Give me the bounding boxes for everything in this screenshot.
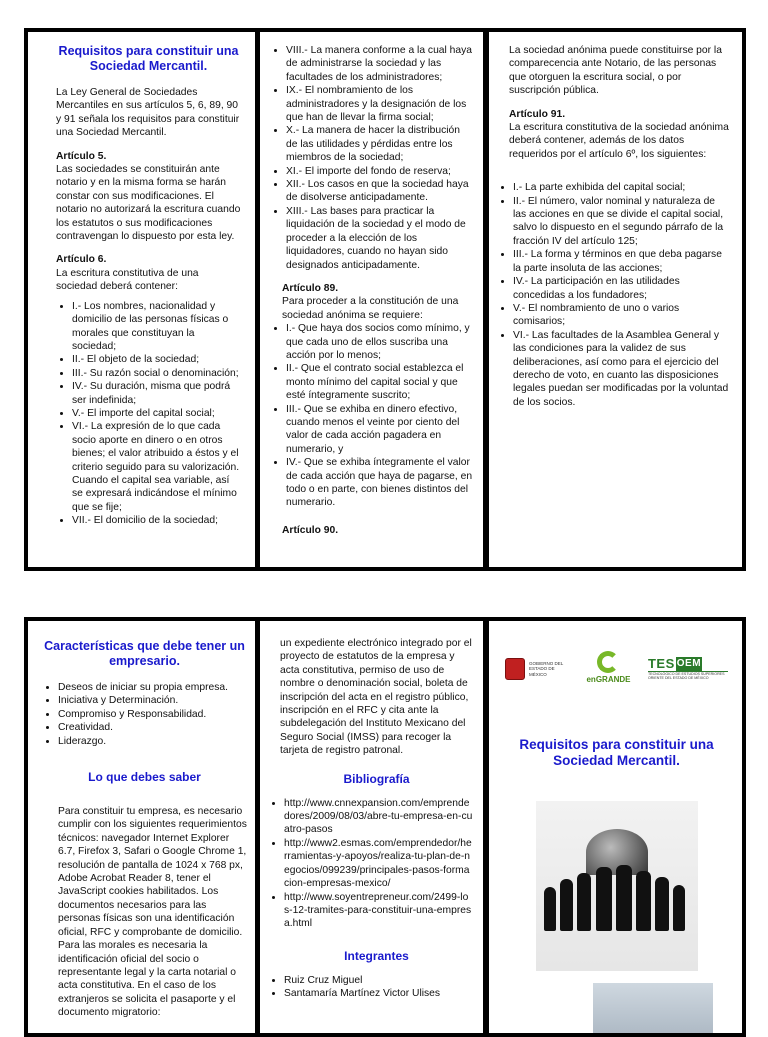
list-item: • II.- El objeto de la sociedad; <box>72 353 241 366</box>
tes-label: TES <box>647 656 675 672</box>
member-name: • Santamaría Martínez Victor Ulises <box>284 987 473 1000</box>
person-silhouette <box>577 873 591 931</box>
list-item: • I.- Que haya dos socios como mínimo, y que cada uno de ellos suscriba una acción por lo menos; <box>286 322 473 362</box>
entrepreneur-traits-title: Características que debe tener un empresario. <box>44 639 245 668</box>
article-6-list <box>56 300 241 528</box>
panel-cover <box>489 621 742 1033</box>
panel-middle-top <box>260 32 483 567</box>
intro-text: La Ley General de Sociedades Mercantiles en sus artículos 5, 6, 89, 90 y 91 señala los requisitos para constituir una Sociedad Mercantil. <box>56 87 240 139</box>
engrande-logo <box>586 651 630 686</box>
tesoem-logo <box>648 657 728 680</box>
list-item: • Iniciativa y Determinación. <box>58 694 247 707</box>
edomex-label: GOBIERNO DEL ESTADO DE MÉXICO <box>529 660 564 677</box>
article-5-heading: Artículo 5. <box>56 150 107 162</box>
brochure-inside-sheet <box>24 28 746 571</box>
members-list <box>268 974 473 1001</box>
g-logo-icon <box>597 651 619 673</box>
panel-left-bottom <box>28 621 255 1033</box>
bibliography-link[interactable]: • http://www.cnnexpansion.com/emprendedores/2009/08/03/abre-tu-empresa-en-cuatro-pasos <box>284 797 473 837</box>
article-6-text: La escritura constitutiva de una sociedad deberá contener: <box>56 267 199 293</box>
list-item: • III.- Que se exhiba en dinero efectivo, cuando menos el veinte por ciento del valor de cada acción pagadera en numerario, y <box>286 403 473 457</box>
list-item: • Deseos de iniciar su propia empresa. <box>58 681 247 694</box>
engrande-label: enGRANDE <box>586 675 631 685</box>
list-item: • VI.- Las facultades de la Asamblea General y las condiciones para la validez de sus deliberaciones, así como para el ejercicio del derecho de voto, en cuanto las disposiciones legales puedan ser modificadas por la voluntad de los socios. <box>513 329 730 409</box>
panel-left-top <box>28 32 255 567</box>
article-91-heading: Artículo 91. <box>509 108 566 120</box>
list-item: • VIII.- La manera conforme a la cual haya de administrarse la sociedad y las facultades de los administradores; <box>286 44 473 84</box>
person-silhouette <box>655 877 669 931</box>
list-item: • VI.- La expresión de lo que cada socio aporte en dinero o en otros bienes; el valor atribuido a éstos y el criterio seguido para su valorización. Cuando el capital sea variable, así se expresará indicándose el mínimo que se fije; <box>72 420 241 514</box>
list-item: • IV.- La participación en las utilidades concedidas a los fundadores; <box>513 275 730 302</box>
article-91-text: La escritura constitutiva de la sociedad anónima deberá contener, además de los datos requeridos por el artículo 6º, los siguientes: <box>509 122 729 160</box>
list-item: • III.- La forma y términos en que deba pagarse la parte insoluta de las acciones; <box>513 248 730 275</box>
cover-title: Requisitos para constituir una Sociedad Mercantil. <box>519 737 714 768</box>
list-item: • Liderazgo. <box>58 735 247 748</box>
business-people-image <box>536 801 698 971</box>
list-item: • IV.- Su duración, misma que podrá ser indefinida; <box>72 380 241 407</box>
tes-box-label: OEM <box>676 658 702 670</box>
article-6-heading: Artículo 6. <box>56 254 107 266</box>
article-91-list <box>497 181 730 409</box>
list-item: • X.- La manera de hacer la distribución de las utilidades y pérdidas entre los miembros de la sociedad; <box>286 124 473 164</box>
person-silhouette <box>636 871 651 931</box>
list-item: • I.- Los nombres, nacionalidad y domicilio de las personas físicas o morales que constituyan la sociedad; <box>72 300 241 354</box>
panel-middle-bottom <box>260 621 483 1033</box>
list-item: • VII.- El domicilio de la sociedad; <box>72 514 241 527</box>
person-silhouette <box>544 887 556 931</box>
list-item: • I.- La parte exhibida del capital social; <box>513 181 730 194</box>
members-title: Integrantes <box>344 948 409 963</box>
list-item: • IX.- El nombramiento de los administradores y la designación de los que han de llevar la firma social; <box>286 84 473 124</box>
list-item: • IV.- Que se exhiba íntegramente el valor de cada acción que haya de pagarse, en todo o en parte, con bienes distintos del numerario. <box>286 456 473 510</box>
list-item: • II.- El número, valor nominal y naturaleza de las acciones en que se divide el capital social, salvo lo dispuesto en el segundo párrafo de la fracción IV del artículo 125; <box>513 195 730 249</box>
article-5-text: Las sociedades se constituirán ante notario y en la misma forma se harán constar con sus modificaciones. El notario no autorizará la escritura cuando los estatutos o sus modificaciones contravengan lo dispuesto por esta ley. <box>56 164 241 243</box>
list-item: • Compromiso y Responsabilidad. <box>58 708 247 721</box>
list-item: • Creatividad. <box>58 721 247 734</box>
logos-row <box>505 649 728 689</box>
know-text: Para constituir tu empresa, es necesario cumplir con los siguientes requerimientos técnicos: navegador Internet Explorer 6.7, Firefox 3, Safari o Google Chrome 1, resolución de pantalla de 1024 x 768 px, Adobe Acrobat Reader 8, tener el JavaScript cookies habilitados. Los documentos necesarios para las personas físicas son una identificación oficial, RFC y comprobante de domicilio. Para las morales es necesaria la identificación oficial del socio o representante legal y la carta notarial o acta constitutiva. En el caso de los extranjeros se solicita el pasaporte y el documento migratorio: <box>58 806 247 1019</box>
panel-right-top <box>489 32 742 567</box>
list-item: • XI.- El importe del fondo de reserva; <box>286 165 473 178</box>
list-item: • XIII.- Las bases para practicar la liquidación de la sociedad y el modo de proceder a la elección de los liquidadores, cuando no hayan sido designados anticipadamente. <box>286 205 473 272</box>
edomex-logo <box>505 658 569 680</box>
traits-list <box>42 681 247 748</box>
list-item: • V.- El nombramiento de uno o varios comisarios; <box>513 302 730 329</box>
bibliography-link[interactable]: • http://www.soyentrepreneur.com/2499-los-12-tramites-para-constituir-una-empresa.html <box>284 891 473 931</box>
bibliography-list <box>268 797 473 931</box>
article-90-text: La sociedad anónima puede constituirse por la comparecencia ante Notario, de las personas que otorguen la escritura social, o por suscripción pública. <box>509 45 722 97</box>
person-silhouette <box>673 885 685 931</box>
list-item: • III.- Su razón social o denominación; <box>72 367 241 380</box>
bibliography-title: Bibliografía <box>343 771 410 786</box>
page-title: Requisitos para constituir una Sociedad Mercantil. <box>58 44 239 73</box>
list-item: • XII.- Los casos en que la sociedad haya de disolverse anticipadamente. <box>286 178 473 205</box>
article-90-heading: Artículo 90. <box>282 524 339 536</box>
tes-subtitle: TECNOLÓGICO DE ESTUDIOS SUPERIORES ORIENTE DEL ESTADO DE MÉXICO <box>648 671 728 681</box>
state-seal-icon <box>505 658 525 680</box>
person-silhouette <box>596 867 612 931</box>
article-89-list <box>270 322 473 510</box>
bibliography-link[interactable]: • http://www2.esmas.com/emprendedor/herramientas-y-apoyos/realiza-tu-plan-de-negocios/099239/principales-pasos-formacion-empresas-mexico/ <box>284 837 473 891</box>
list-item: • V.- El importe del capital social; <box>72 407 241 420</box>
person-silhouette <box>616 865 632 931</box>
continued-text: un expediente electrónico integrado por el proyecto de estatutos de la empresa y acta constitutiva, permiso de uso de nombre o denominación social, boleta de inscripción del acta en el registro público, inscripción en el RFC y cita ante la subdelegación del Instituto Mexicano del Seguro Social (IMSS) para recoger la tarjeta de registro patronal. <box>280 638 472 757</box>
member-name: • Ruiz Cruz Miguel <box>284 974 473 987</box>
list-item: • II.- Que el contrato social establezca el monto mínimo del capital social y que esté íntegramente suscrito; <box>286 362 473 402</box>
know-title: Lo que debes saber <box>88 770 201 785</box>
article-89-text: Para proceder a la constitución de una sociedad anónima se requiere: <box>282 296 459 321</box>
article-6-list-continued <box>270 44 473 272</box>
person-silhouette <box>560 879 573 931</box>
building-image <box>593 983 713 1033</box>
brochure-outside-sheet <box>24 617 746 1037</box>
article-89-heading: Artículo 89. <box>282 282 339 294</box>
